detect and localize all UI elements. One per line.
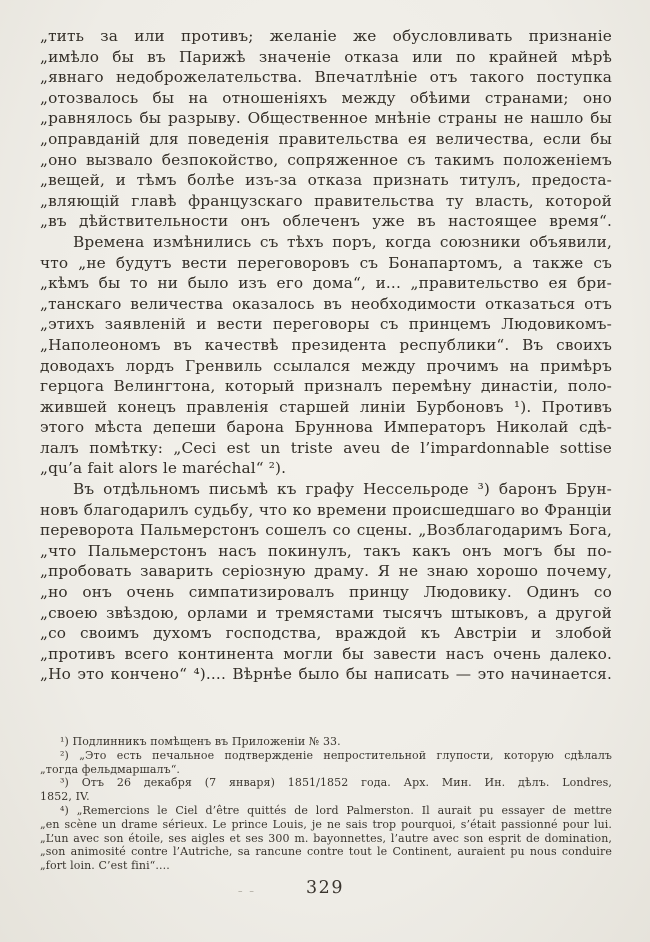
text-line: „son animosité contre l’Autriche, sa rancune contre tout le Continent, auraient pu nous conduire (40, 845, 612, 859)
text-line: „qu’a fait alors le maréchal“ ²). (40, 459, 287, 478)
text-line: „тить за или противъ; желаніе же обусловливать признаніе (40, 27, 612, 45)
text-line: „но онъ очень симпатизировалъ принцу Людовику. Одинъ со (40, 583, 612, 602)
text-line: „вещей, и тѣмъ болѣе изъ-за отказа признать титулъ, предоста- (40, 171, 612, 190)
text-line: „отозвалось бы на отношеніяхъ между обѣими странами; оно (40, 88, 612, 107)
text-line: ¹) Подлинникъ помѣщенъ въ Приложеніи № 33. (60, 735, 341, 748)
text-line: „своею звѣздою, орлами и тремястами тысячъ штыковъ, а другой (40, 603, 612, 622)
text-line: „противъ всего континента могли бы завести насъ очень далеко. (40, 644, 612, 663)
text-line: „имѣло бы въ Парижѣ значеніе отказа или по крайней мѣрѣ (40, 47, 612, 66)
footnote (40, 804, 612, 873)
text-line: „L’un avec son étoile, ses aigles et ses 300 m. bayonnettes, l’autre avec son esprit de domination, (40, 831, 612, 845)
text-line: новъ благодарилъ судьбу, что ко времени происшедшаго во Франціи (40, 500, 612, 519)
text-line: Въ отдѣльномъ письмѣ къ графу Нессельроде ³) баронъ Брун- (73, 480, 612, 499)
footnotes (40, 735, 612, 873)
text-line: герцога Велингтона, который призналъ перемѣну династіи, поло- (40, 377, 612, 396)
text-line: „Наполеономъ въ качествѣ президента республики“. Въ своихъ (40, 335, 612, 354)
text-line: Времена измѣнились съ тѣхъ поръ, когда союзники объявили, (73, 232, 612, 251)
text-line: „оправданій для поведенія правительства ея величества, если бы (40, 129, 612, 148)
paragraph (40, 232, 612, 479)
text-line: 1852, IV. (40, 790, 90, 804)
page-footer (0, 878, 650, 898)
text-line: „явнаго недоброжелательства. Впечатлѣніе отъ такого поступка (40, 68, 612, 87)
text-line: „этихъ заявленій и вести переговоры съ принцемъ Людовикомъ- (40, 315, 612, 334)
page-number: 329 (306, 878, 344, 898)
text-line: „Но это кончено“ ⁴).... Вѣрнѣе было бы написать — это начинается. (40, 665, 612, 684)
text-line: „кѣмъ бы то ни было изъ его дома“, и... „правительство ея бри- (40, 274, 612, 293)
text-line: „en scène un drame sérieux. Le prince Louis, je ne sais trop pourquoi, s’était passionné pour lui. (40, 817, 612, 831)
footnote (40, 735, 612, 749)
text-line: доводахъ лордъ Гренвиль ссылался между прочимъ на примѣръ (40, 356, 612, 375)
text-line: „въ дѣйствительности онъ облеченъ уже въ настоящее время“. (40, 212, 612, 231)
text-line: переворота Пальмерстонъ сошелъ со сцены. „Возблагодаримъ Бога, (40, 521, 612, 540)
footnote (40, 749, 612, 777)
text-line: ⁴) „Remercions le Ciel d’être quittés de lord Palmerston. Il aurait pu essayer de mettre (60, 803, 612, 817)
paragraph (40, 479, 612, 685)
text-line: „пробовать заварить серіозную драму. Я не знаю хорошо почему, (40, 562, 612, 581)
text-line: ²) „Это есть печальное подтвержденіе непростительной глупости, которую сдѣлалъ (60, 748, 612, 762)
text-line: „равнялось бы разрыву. Общественное мнѣніе страны не нашло бы (40, 109, 612, 128)
text-line: „танскаго величества оказалось въ необходимости отказаться отъ (40, 294, 612, 313)
main-text (40, 26, 612, 685)
text-line: ³) Отъ 26 декабря (7 января) 1851/1852 года. Арх. Мин. Ин. дѣлъ. Londres, (60, 776, 612, 790)
scan-artifact: – – (238, 887, 256, 897)
text-line: что „не будутъ вести переговоровъ съ Бонапартомъ, а также съ (40, 253, 612, 272)
text-line: этого мѣста депеши барона Бруннова Императоръ Николай сдѣ- (40, 418, 612, 437)
text-line: „что Пальмерстонъ насъ покинулъ, такъ какъ онъ могъ бы по- (40, 541, 612, 560)
text-line: жившей конецъ правленія старшей линіи Бурбоновъ ¹). Противъ (40, 397, 612, 416)
text-line: лалъ помѣтку: „Ceci est un triste aveu de l’impardonnable sottise (40, 438, 612, 457)
text-line: „оно вызвало безпокойство, сопряженное съ такимъ положеніемъ (40, 150, 612, 169)
paragraph (40, 26, 612, 232)
text-line: „fort loin. C’est fini“.... (40, 859, 170, 873)
footnote (40, 776, 612, 804)
text-line: „тогда фельдмаршалъ“. (40, 762, 181, 776)
text-line: „вляющій главѣ французскаго правительства ту власть, которой (40, 191, 612, 210)
text-line: „со своимъ духомъ господства, враждой къ Австріи и злобой (40, 624, 612, 643)
